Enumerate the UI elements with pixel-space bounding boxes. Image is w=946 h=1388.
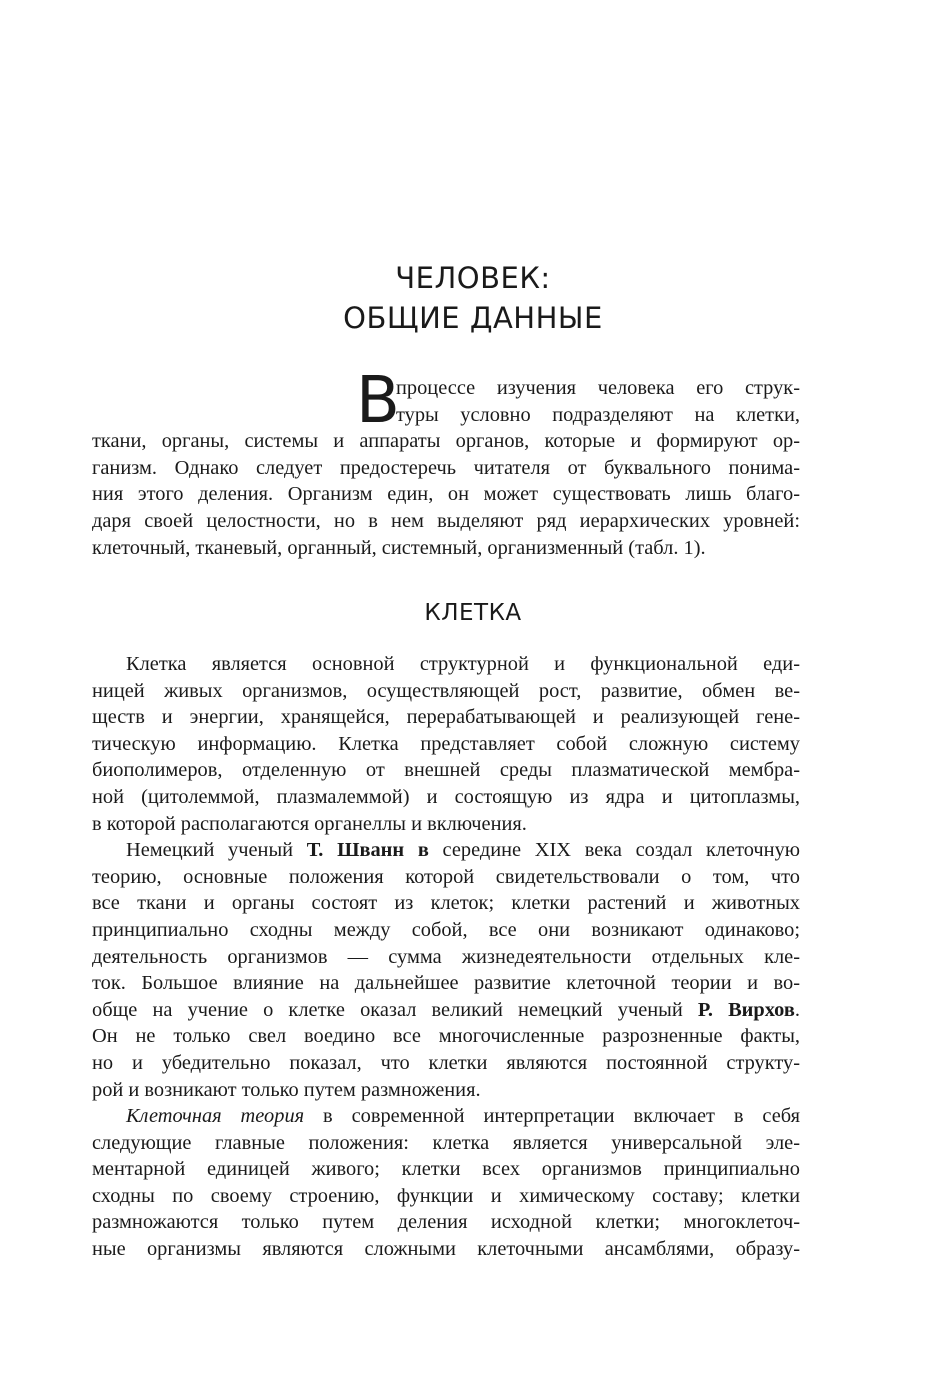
- text-line: тическую информацию. Клетка представляет собой сложную систему: [92, 732, 800, 755]
- drop-cap: В: [356, 364, 400, 438]
- text-line: деятельность организмов — сумма жизнедеятельности отдельных кле-: [92, 945, 800, 968]
- text-line: Клетка является основной структурной и функциональной еди-: [126, 653, 800, 675]
- text-line: туры условно подразделяют на клетки,: [396, 403, 800, 426]
- paragraph-3: [92, 1103, 800, 1263]
- text-line: ные организмы являются сложными клеточными ансамблями, образу-: [92, 1238, 800, 1261]
- text-line: сходны по своему строению, функции и химическому составу; клетки: [92, 1184, 800, 1207]
- paragraph-1: [92, 651, 800, 837]
- text-line: обще на учение о клетке оказал великий немецкий ученый Р. Вирхов.: [92, 998, 800, 1021]
- section-heading: КЛЕТКА: [424, 600, 522, 626]
- text-line: Немецкий ученый Т. Шванн в середине XIX века создал клеточную: [126, 839, 800, 862]
- text-line: процессе изучения человека его струк-: [396, 377, 800, 399]
- text-line: ществ и энергии, хранящейся, перерабатывающей и реализующей гене-: [92, 706, 800, 729]
- text-line: даря своей целостности, но в нем выделяют ряд иерархических уровней:: [92, 509, 800, 532]
- text-line: размножаются только путем деления исходной клетки; многоклеточ-: [92, 1211, 800, 1234]
- chapter-title: [0, 258, 946, 338]
- text-line: клеточный, тканевый, органный, системный, организменный (табл. 1).: [92, 536, 706, 559]
- section-body: [92, 651, 800, 1263]
- text-line: в которой располагаются органеллы и включения.: [92, 812, 527, 835]
- text-line: ганизм. Однако следует предостеречь читателя от буквального понима-: [92, 456, 800, 479]
- text-line: ницей живых организмов, осуществляющей рост, развитие, обмен ве-: [92, 679, 800, 702]
- name-schwann: Т. Шванн в: [306, 839, 429, 862]
- text-line: Клеточная теория в современной интерпретации включает в себя: [126, 1105, 800, 1128]
- paragraph-2: [92, 837, 800, 1103]
- name-virchow: Р. Вирхов: [697, 998, 795, 1021]
- text-line: все ткани и органы состоят из клеток; клетки растений и животных: [92, 892, 800, 915]
- text-line: ной (цитолеммой, плазмалеммой) и состоящую из ядра и цитоплазмы,: [92, 785, 800, 808]
- text-line: но и убедительно показал, что клетки являются постоянной структу-: [92, 1051, 800, 1074]
- term-cell-theory: Клеточная теория: [126, 1105, 305, 1128]
- text-line: биополимеров, отделенную от внешней среды плазматической мембра-: [92, 759, 800, 782]
- text-line: следующие главные положения: клетка является универсальной эле-: [92, 1131, 800, 1154]
- text-line: ткани, органы, системы и аппараты органов, которые и формируют ор-: [92, 430, 800, 453]
- text-line: ток. Большое влияние на дальнейшее развитие клеточной теории и во-: [92, 972, 800, 995]
- text-line: ния этого деления. Организм един, он может существовать лишь благо-: [92, 483, 800, 506]
- intro-paragraph: [92, 364, 800, 561]
- chapter-title-line-2: ОБЩИЕ ДАННЫЕ: [343, 301, 603, 335]
- text-line: теорию, основные положения которой свидетельствовали о том, что: [92, 865, 800, 888]
- text-line: рой и возникают только путем размножения.: [92, 1078, 481, 1101]
- text-line: ментарной единицей живого; клетки всех организмов принципиально: [92, 1158, 800, 1181]
- text-line: Он не только свел воедино все многочисленные разрозненные факты,: [92, 1025, 800, 1048]
- chapter-title-line-1: ЧЕЛОВЕК:: [395, 261, 551, 295]
- text-line: принципиально сходны между собой, все они возникают одинаково;: [92, 918, 800, 941]
